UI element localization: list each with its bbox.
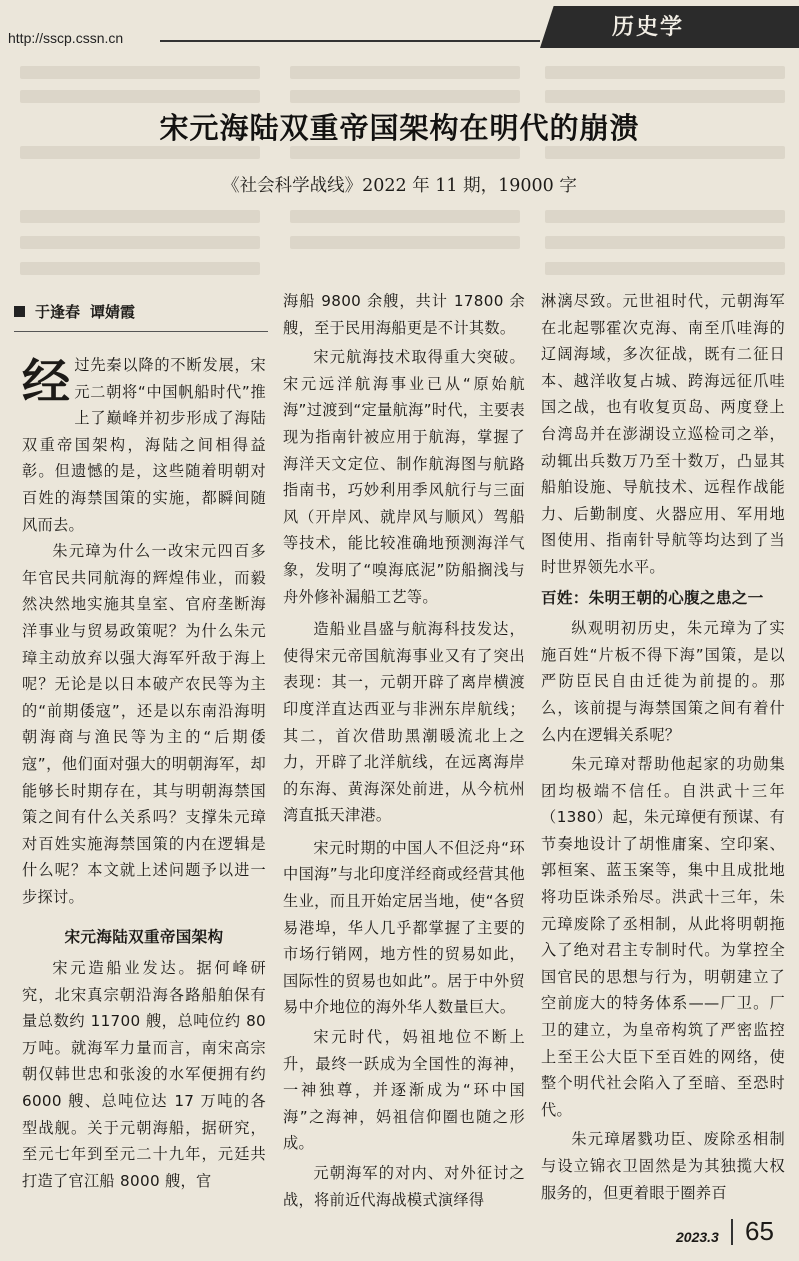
square-bullet-icon xyxy=(14,306,25,317)
paragraph: 宋元航海技术取得重大突破。宋元远洋航海事业已从“原始航海”过渡到“定量航海”时代，主要表现为指南针被应用于航海，掌握了海洋天文定位、制作航海图与航路指南书，巧妙利用季风航行与三面风（开岸风、就岸风与顺风）驾船等技术，能比较准确地预测海洋气象，发明了“嗅海底泥”防船搁浅与舟外修补漏船工艺等。 xyxy=(283,348,525,606)
article-title: 宋元海陆双重帝国架构在明代的崩溃 xyxy=(159,111,640,145)
paragraph: 宋元时代，妈祖地位不断上升，最终一跃成为全国性的海神，一神独尊，并逐渐成为“环中国海”之海神，妈祖信仰圈也随之形成。 xyxy=(283,1028,525,1153)
paragraph: 海船 9800 余艘，共计 17800 余艘，至于民用海船更是不计其数。 xyxy=(283,292,525,337)
column-2 xyxy=(283,288,525,1213)
paragraph xyxy=(22,352,266,538)
author-name: 于逢春 xyxy=(35,303,81,321)
paragraph: 元朝海军的对内、对外征讨之战，将前近代海战模式演绎得 xyxy=(283,1164,525,1209)
column-1 xyxy=(22,352,266,1194)
paragraph: 朱元璋屠戮功臣、废除丞相制与设立锦衣卫固然是为其独揽大权服务的，但更着眼于圈养百 xyxy=(541,1130,785,1202)
issue-date: 2023.3 xyxy=(676,1229,719,1245)
article-source: 《社会科学战线》2022 年 11 期，19000 字 xyxy=(222,176,577,196)
author-line xyxy=(14,301,135,322)
section-heading: 百姓：朱明王朝的心腹之患之一 xyxy=(541,588,764,607)
paragraph: 宋元时期的中国人不但泛舟“环中国海”与北印度洋经商或经营其他生业，而且开始定居当地，使“各贸易港埠，华人几乎都掌握了主要的市场行销网，地方性的贸易如此，国际性的贸易也如此”。居于中外贸易中介地位的海外华人数量巨大。 xyxy=(283,838,525,1017)
bleed-through-text xyxy=(0,90,799,104)
drop-cap: 经 xyxy=(22,354,71,410)
paragraph: 造船业昌盛与航海科技发达，使得宋元帝国航海事业又有了突出表现：其一，元朝开辟了离岸横渡印度洋直达西亚与非洲东岸航线；其二，首次借助黑潮暖流北上之力，开辟了北洋航线，在远离海岸的东海、黄海深处前进，从今杭州湾直抵天津港。 xyxy=(283,620,525,825)
bleed-through-text xyxy=(0,262,799,276)
paragraph: 淋漓尽致。元世祖时代，元朝海军在北起鄂霍次克海、南至爪哇海的辽阔海域，多次征战，既有二征日本、越洋收复占城、跨海远征爪哇国之战，也有收复页岛、两度登上台湾岛并在澎湖设立巡检司之举，动辄出兵数万乃至十数万，凸显其船舶设施、导航技术、远程作战能力、后勤制度、火器应用、军用地图使用、指南针导航等均达到了当时世界领先水平。 xyxy=(541,292,785,576)
paragraph: 朱元璋对帮助他起家的功勋集团均极端不信任。自洪武十三年（1380）起，朱元璋便有预谋、有节奏地设计了胡惟庸案、空印案、郭桓案、蓝玉案等，集中且成批地将功臣诛杀殆尽。洪武十三年，朱元璋废除了丞相制，从此将明朝拖入了绝对君主专制时代。为掌控全国官民的思想与行为，明朝建立了空前庞大的特务体系——厂卫。厂卫的建立，为皇帝构筑了严密监控上至王公大臣下至百姓的网络，使整个明代社会陷入了至暗、至恐时代。 xyxy=(541,755,785,1119)
section-heading: 宋元海陆双重帝国架构 xyxy=(64,928,224,947)
column-3 xyxy=(541,288,785,1206)
bleed-through-text xyxy=(0,146,799,160)
footer-divider xyxy=(731,1219,733,1245)
paragraph-text: 过先秦以降的不断发展，宋元二朝将“中国帆船时代”推上了巅峰并初步形成了海陆双重帝国架构，海陆之间相得益彰。但遗憾的是，这些随着明朝对百姓的海禁国策的实施，都瞬间随风而去。 xyxy=(22,356,266,534)
paragraph: 宋元造船业发达。据何峰研究，北宋真宗朝沿海各路船舶保有量总数约 11700 艘，总吨位约 80 万吨。就海军力量而言，南宋高宗朝仅韩世忠和张浚的水军便拥有约 6000 艘、总吨位达 17 万吨的各型战舰。关于元朝海船，据研究，至元七年到至元二十九年，元廷共打造了官江船 8000 艘，官 xyxy=(22,959,266,1190)
section-label: 历史学 xyxy=(612,14,685,40)
author-rule xyxy=(14,331,268,332)
bleed-through-text xyxy=(0,66,799,80)
bleed-through-text xyxy=(0,236,799,250)
paragraph: 朱元璋为什么一改宋元四百多年官民共同航海的辉煌伟业，而毅然决然地实施其皇室、官府垄断海洋事业与贸易政策呢？为什么朱元璋主动放弃以强大海军歼敌于海上呢？无论是以日本破产农民等为主的“前期倭寇”，还是以东南沿海明朝海商与渔民等为主的“后期倭寇”，他们面对强大的明朝海军，却能够长时期存在，其与明朝海禁国策之间有什么关系吗？支撑朱元璋对百姓实施海禁国策的内在逻辑是什么呢？本文就上述问题予以进一步探讨。 xyxy=(22,542,266,906)
paragraph: 纵观明初历史，朱元璋为了实施百姓“片板不得下海”国策，是以严防臣民自由迁徙为前提的。那么，该前提与海禁国策之间有着什么内在逻辑关系呢？ xyxy=(541,619,785,744)
author-name: 谭婧霞 xyxy=(90,303,136,321)
header-rule xyxy=(160,40,540,42)
site-url: http://sscp.cssn.cn xyxy=(8,30,124,46)
page-number: 65 xyxy=(745,1216,774,1246)
bleed-through-text xyxy=(0,210,799,224)
